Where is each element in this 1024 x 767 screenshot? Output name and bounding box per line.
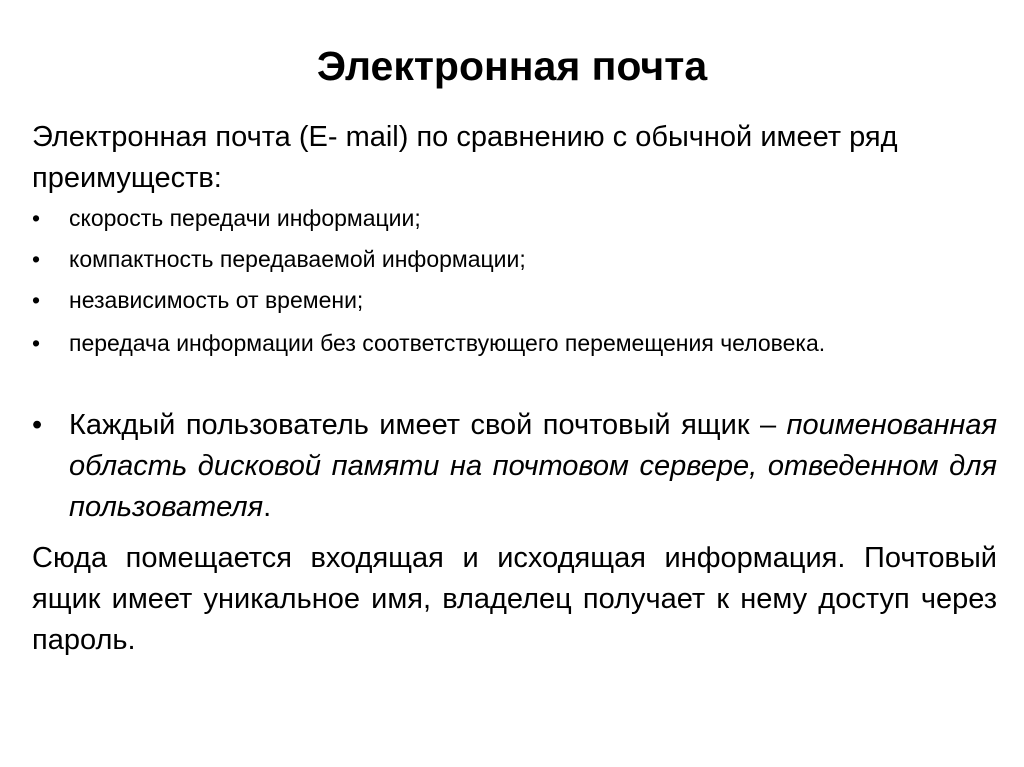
bullet-icon: • bbox=[32, 330, 41, 356]
bullet-icon: • bbox=[32, 287, 41, 313]
list-item bbox=[32, 203, 997, 233]
mailbox-text bbox=[69, 405, 997, 528]
list-item-text: компактность передаваемой информации; bbox=[69, 246, 526, 272]
bullet-icon: • bbox=[32, 409, 43, 441]
advantages-list bbox=[32, 203, 997, 361]
list-item-text: скорость передачи информации; bbox=[69, 205, 421, 231]
list-item-text: передача информации без соответствующего перемещения человека. bbox=[69, 330, 826, 356]
list-item bbox=[32, 244, 997, 274]
list-item-text: независимость от времени; bbox=[69, 287, 364, 313]
bullet-icon: • bbox=[32, 205, 41, 231]
mailbox-lead: Каждый пользователь имеет свой почтовый ящик – bbox=[69, 409, 787, 441]
mailbox-definition: поименованная область дисковой памяти на почтовом сервере, отведенном для пользователя bbox=[69, 409, 997, 523]
list-item bbox=[32, 285, 997, 315]
list-item bbox=[32, 326, 997, 361]
intro-paragraph: Электронная почта (E- mail) по сравнению с обычной имеет ряд преимуществ: bbox=[32, 121, 898, 194]
bullet-icon: • bbox=[32, 246, 41, 272]
mailbox-end: . bbox=[263, 491, 272, 523]
closing-paragraph: Сюда помещается входящая и исходящая информация. Почтовый ящик имеет уникальное имя, владелец получает к нему доступ через пароль. bbox=[32, 542, 997, 656]
mailbox-paragraph bbox=[32, 405, 997, 528]
slide-title: Электронная почта bbox=[316, 43, 708, 89]
